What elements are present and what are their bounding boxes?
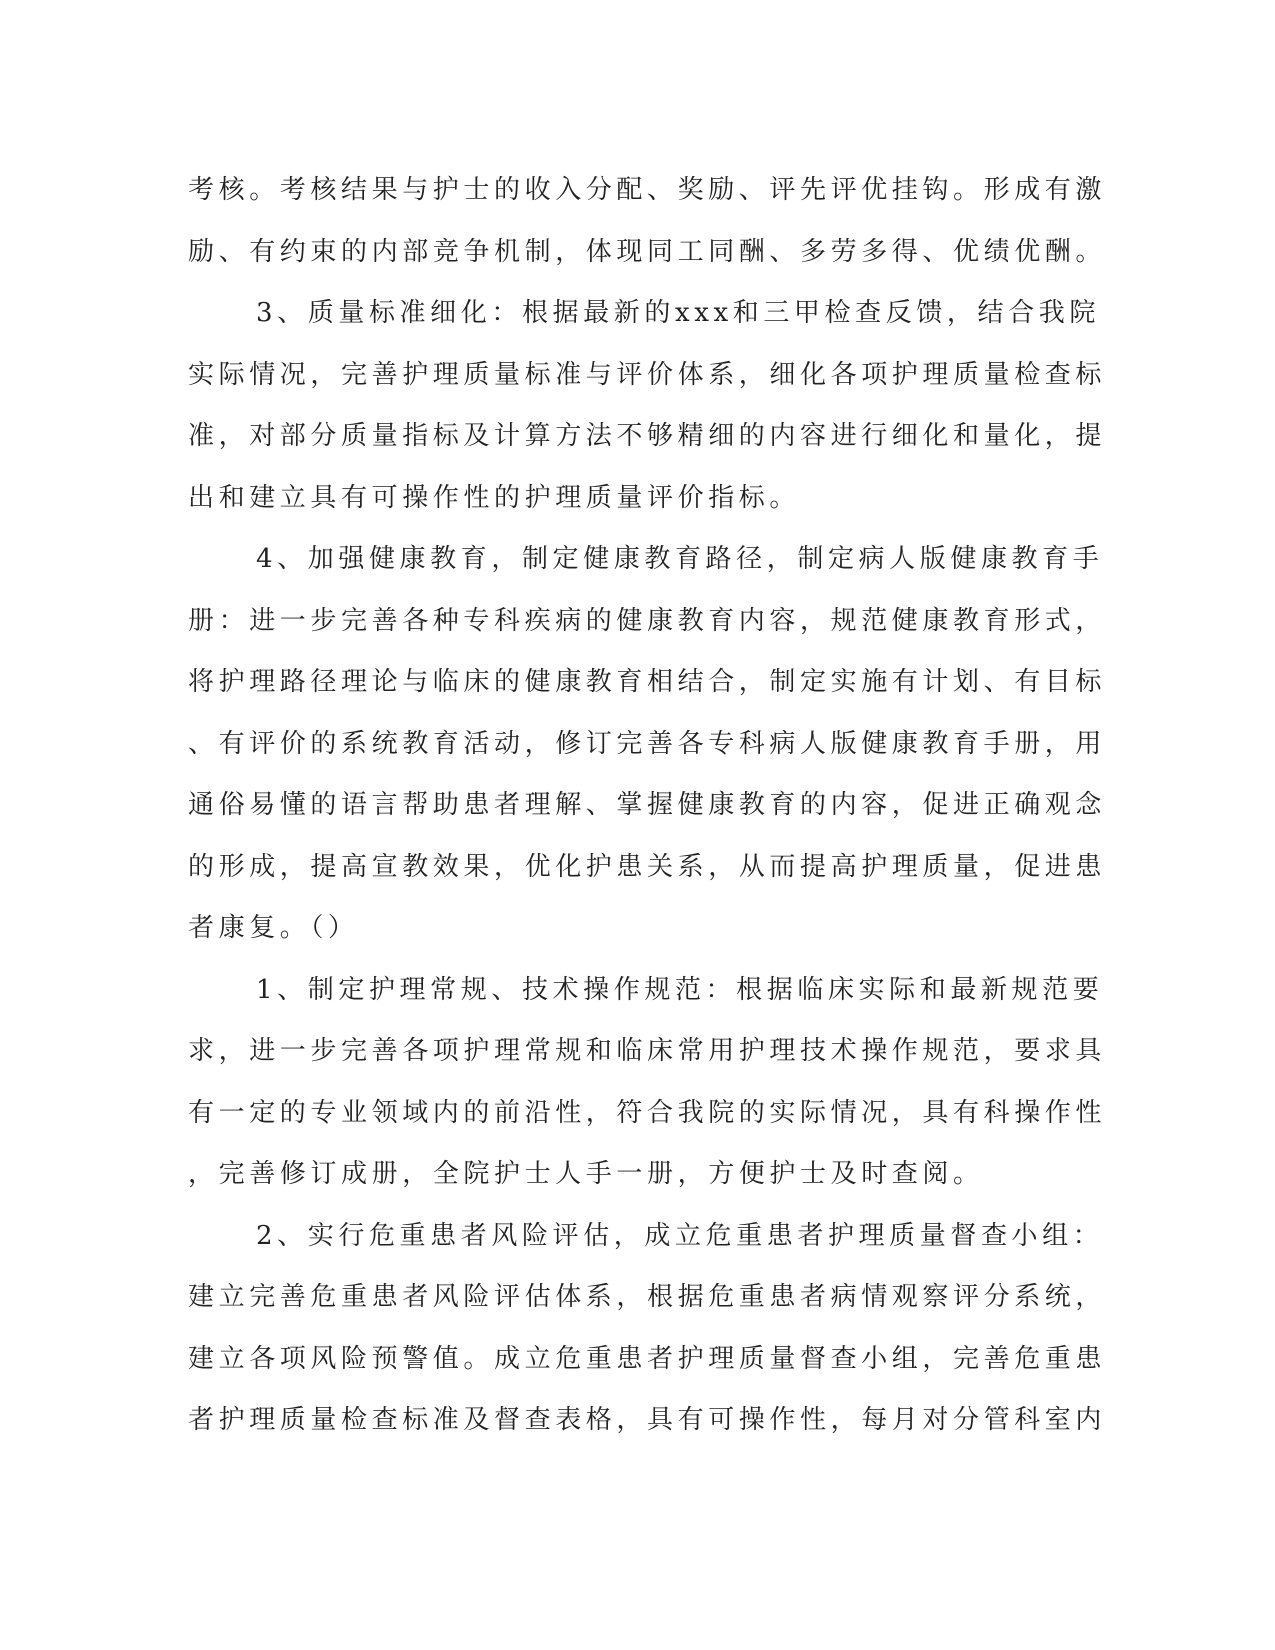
text-line: 实际情况，完善护理质量标准与评价体系，细化各项护理质量检查标	[188, 359, 1107, 390]
paragraph-start-line: 3、质量标准细化：根据最新的xxx和三甲检查反馈，结合我院	[256, 298, 1100, 328]
paragraph-start-line: 4、加强健康教育，制定健康教育路径，制定病人版健康教育手	[256, 544, 1104, 574]
paragraph-start-line: 2、实行危重患者风险评估，成立危重患者护理质量督查小组：	[256, 1220, 1104, 1251]
text-line: 考核。考核结果与护士的收入分配、奖励、评先评优挂钩。形成有激	[188, 175, 1107, 205]
text-line: 求，进一步完善各项护理常规和临床常用护理技术操作规范，要求具	[188, 1036, 1107, 1066]
paragraph-start-line: 1、制定护理常规、技术操作规范：根据临床实际和最新规范要	[256, 974, 1104, 1005]
text-line: 的形成，提高宣教效果，优化护患关系，从而提高护理质量，促进患	[188, 851, 1107, 882]
text-line: 者康复。（）	[188, 913, 359, 943]
text-line: 有一定的专业领域内的前沿性，符合我院的实际情况，具有科操作性	[188, 1097, 1107, 1128]
text-line: 出和建立具有可操作性的护理质量评价指标。	[188, 482, 801, 513]
text-line: 通俗易懂的语言帮助患者理解、掌握健康教育的内容，促进正确观念	[188, 790, 1107, 820]
text-line: 将护理路径理论与临床的健康教育相结合，制定实施有计划、有目标	[188, 667, 1107, 697]
text-line: 准，对部分质量指标及计算方法不够精细的内容进行细化和量化，提	[188, 421, 1107, 451]
document-body	[188, 160, 1107, 1452]
text-line: 建立完善危重患者风险评估体系，根据危重患者病情观察评分系统，	[188, 1282, 1107, 1312]
text-line: 建立各项风险预警值。成立危重患者护理质量督查小组，完善危重患	[188, 1343, 1107, 1374]
text-line: 者护理质量检查标准及督查表格，具有可操作性，每月对分管科室内	[188, 1405, 1107, 1435]
text-line: ，完善修订成册，全院护士人手一册，方便护士及时查阅。	[188, 1159, 984, 1189]
text-line: 励、有约束的内部竞争机制，体现同工同酬、多劳多得、优绩优酬。	[188, 236, 1107, 267]
text-line: 、有评价的系统教育活动，修订完善各专科病人版健康教育手册，用	[188, 728, 1107, 759]
text-line: 册：进一步完善各种专科疾病的健康教育内容，规范健康教育形式，	[188, 605, 1107, 636]
